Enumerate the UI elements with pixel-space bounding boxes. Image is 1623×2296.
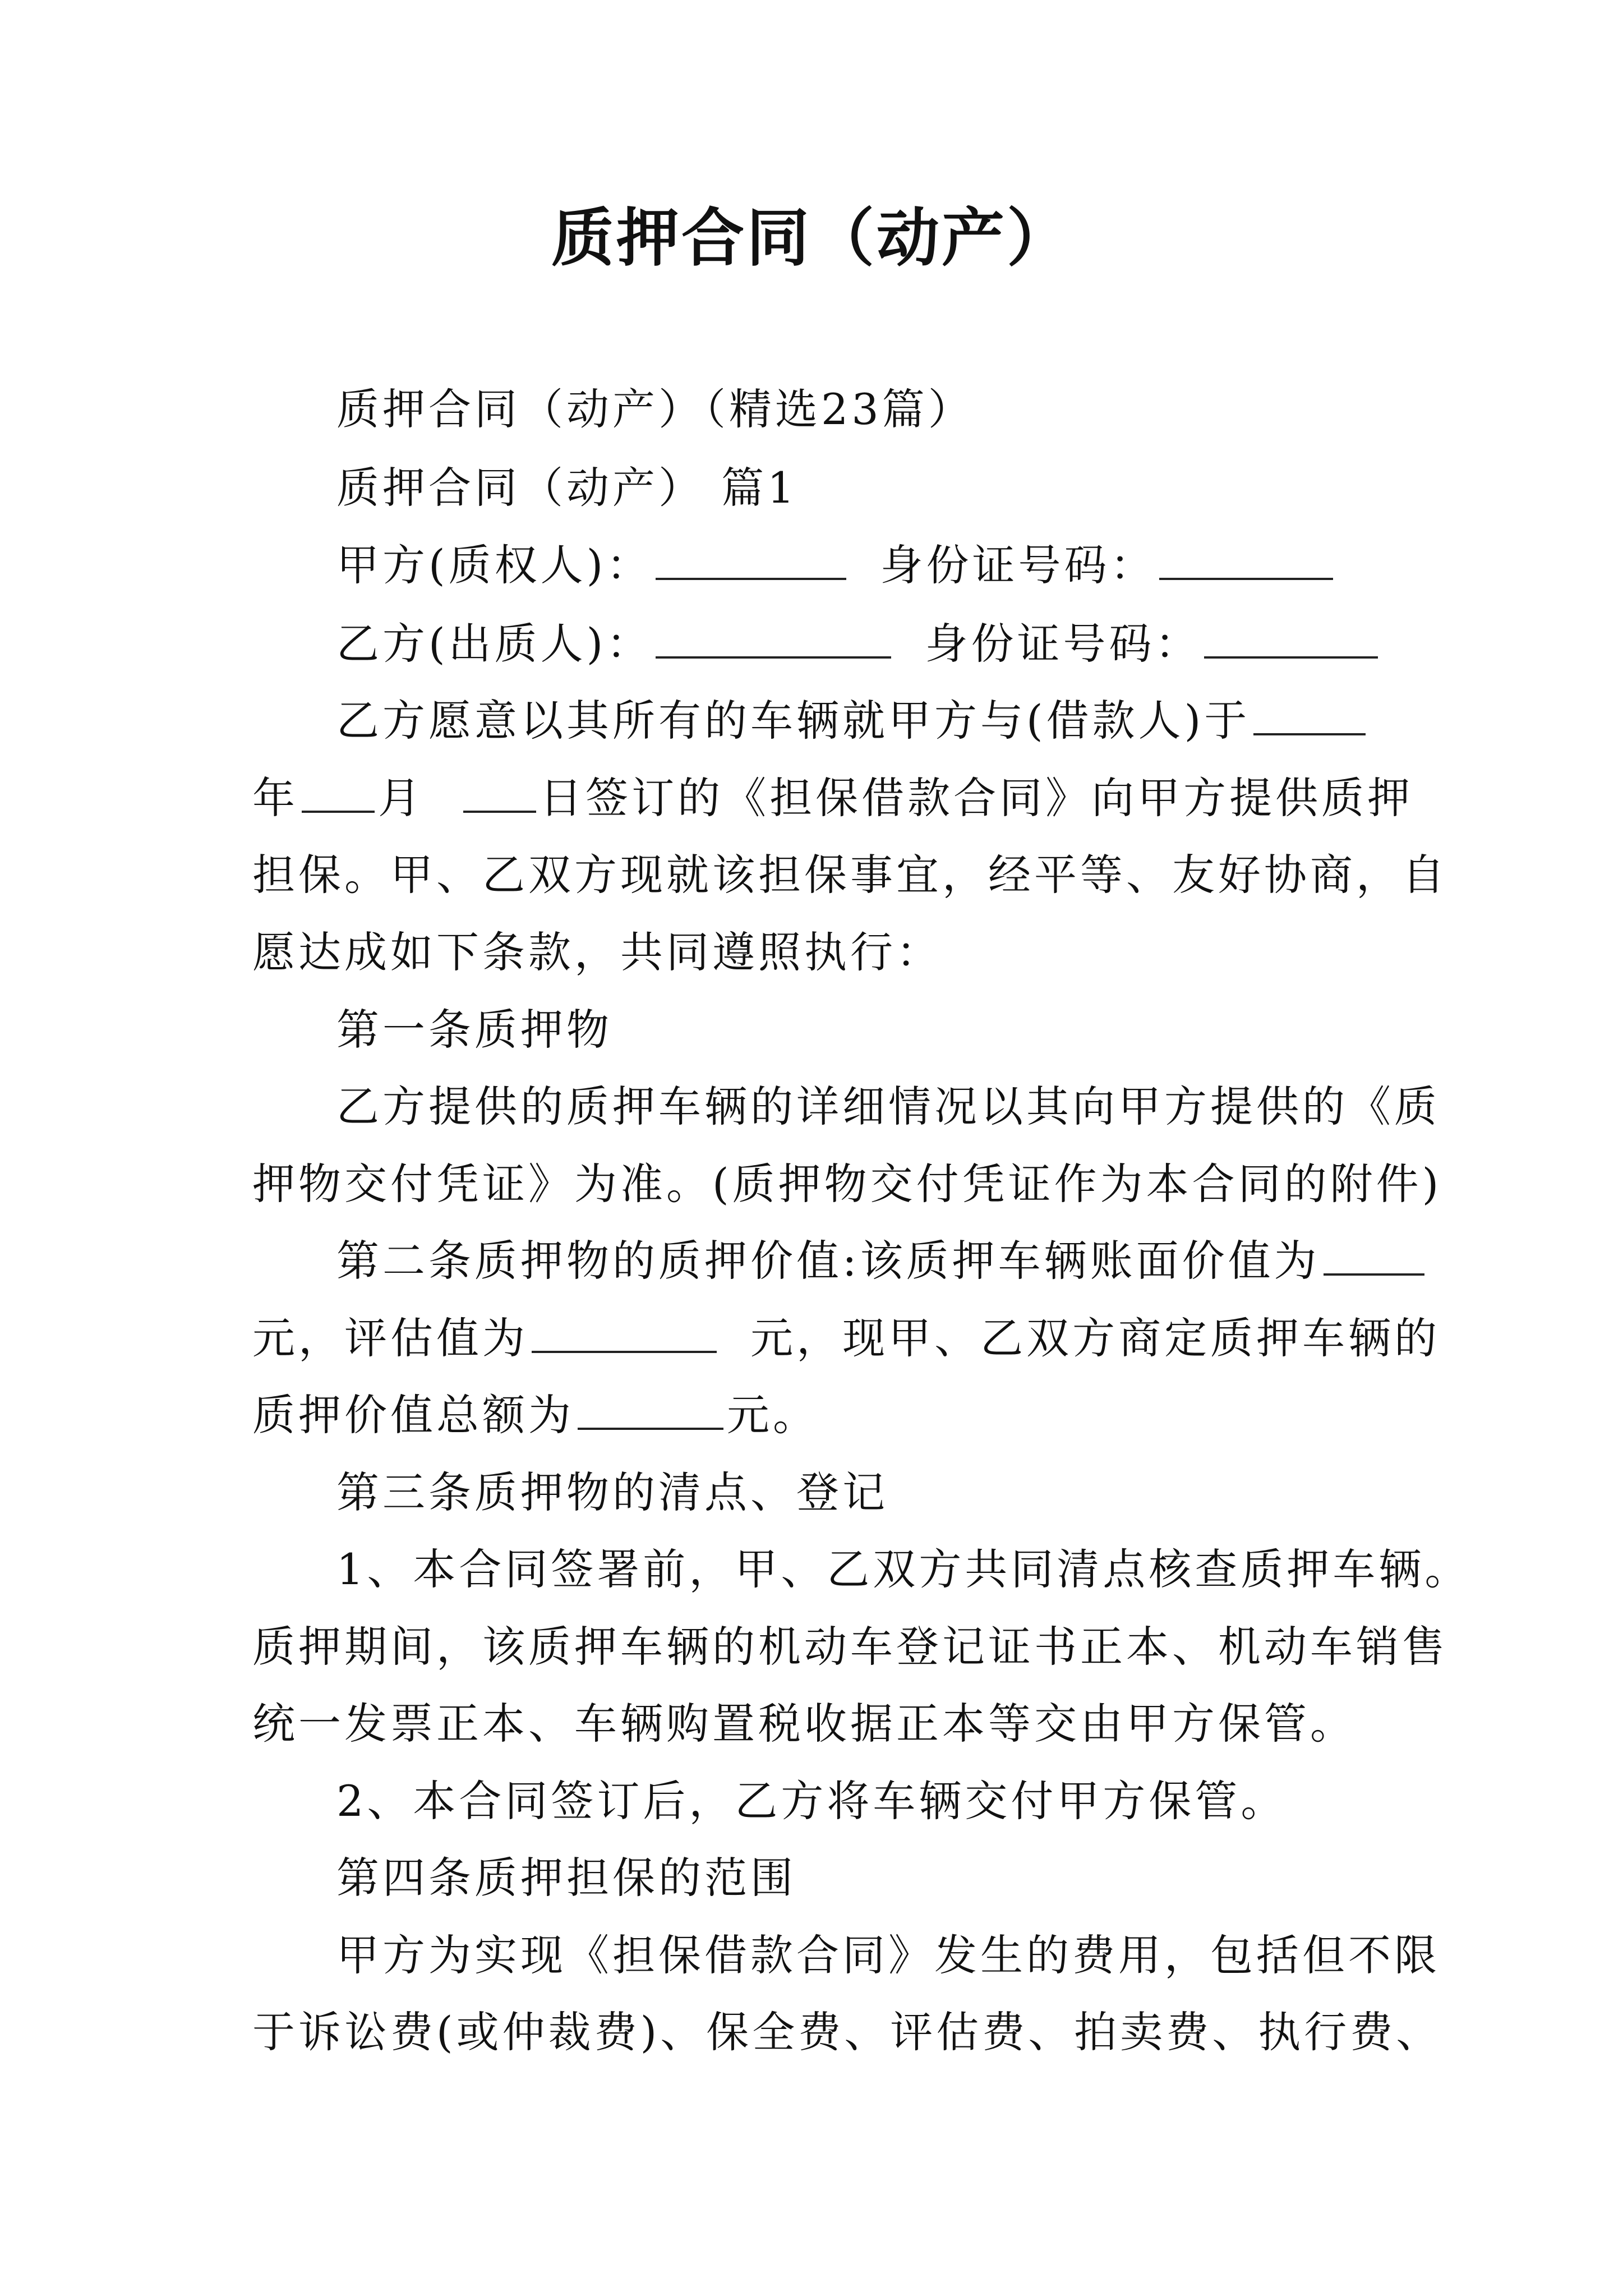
paragraph-party-b: [336, 617, 1381, 671]
article-1-line-2: 押物交付凭证》为准。(质押物交付凭证作为本合同的附件): [252, 1159, 1442, 1209]
paragraph-intro-line-2: 年 月 日签订的《担保借款合同》向甲方提供质押: [252, 773, 1414, 823]
paragraph-intro-line-3: 担保。甲、乙双方现就该担保事宜，经平等、友好协商，自: [252, 850, 1448, 900]
party-b-id-blank: [1204, 623, 1378, 659]
month-blank: [302, 777, 375, 813]
party-a-id-label: 身份证号码：: [880, 540, 1156, 590]
day-blank: [463, 777, 536, 813]
party-a-label: 甲方(质权人)：: [336, 540, 653, 590]
article-2-line-2: 元，评估值为 元，现甲、乙双方商定质押车辆的: [252, 1313, 1441, 1363]
party-b-label: 乙方(出质人)：: [336, 619, 653, 669]
article-2-line-1: 第二条质押物的质押价值:该质押车辆账面价值为: [336, 1234, 1428, 1288]
appraised-value-blank: [532, 1317, 717, 1353]
paragraph-intro-line-1: 乙方愿意以其所有的车辆就甲方与(借款人)于: [336, 694, 1369, 748]
party-a-id-blank: [1159, 544, 1333, 580]
article-4-line-1: 甲方为实现《担保借款合同》发生的费用，包括但不限: [336, 1930, 1440, 1980]
article-3-heading: 第三条质押物的清点、登记: [336, 1467, 888, 1517]
article-4-heading: 第四条质押担保的范围: [336, 1853, 796, 1903]
party-b-id-label: 身份证号码：: [925, 619, 1201, 669]
book-value-blank: [1324, 1240, 1424, 1276]
article-4-line-2: 于诉讼费(或仲裁费)、保全费、评估费、拍卖费、执行费、: [252, 2007, 1442, 2057]
article-3-item-1-line-1: 1、本合同签署前，甲、乙双方共同清点核查质押车辆。: [336, 1544, 1471, 1594]
total-value-blank: [578, 1394, 723, 1430]
loan-date-blank: [1253, 700, 1366, 735]
paragraph-section-heading: 质押合同（动产） 篇1: [336, 463, 798, 513]
paragraph-subtitle: 质押合同（动产）（精选23篇）: [336, 384, 974, 434]
article-1-line-1: 乙方提供的质押车辆的详细情况以其向甲方提供的《质: [336, 1082, 1440, 1131]
party-b-name-blank: [656, 623, 891, 659]
article-2-line-3: 质押价值总额为 元。: [252, 1390, 819, 1440]
article-3-item-1-line-2: 质押期间，该质押车辆的机动车登记证书正本、机动车销售: [252, 1622, 1448, 1672]
paragraph-intro-line-4: 愿达成如下条款，共同遵照执行：: [252, 927, 942, 977]
article-1-heading: 第一条质押物: [336, 1005, 612, 1055]
paragraph-party-a: [336, 539, 1336, 592]
party-a-name-blank: [656, 544, 846, 580]
article-3-item-1-line-3: 统一发票正本、车辆购置税收据正本等交由甲方保管。: [252, 1699, 1356, 1749]
document-title: 质押合同（动产）: [551, 201, 1072, 275]
article-3-item-2: 2、本合同签订后，乙方将车辆交付甲方保管。: [336, 1776, 1287, 1826]
